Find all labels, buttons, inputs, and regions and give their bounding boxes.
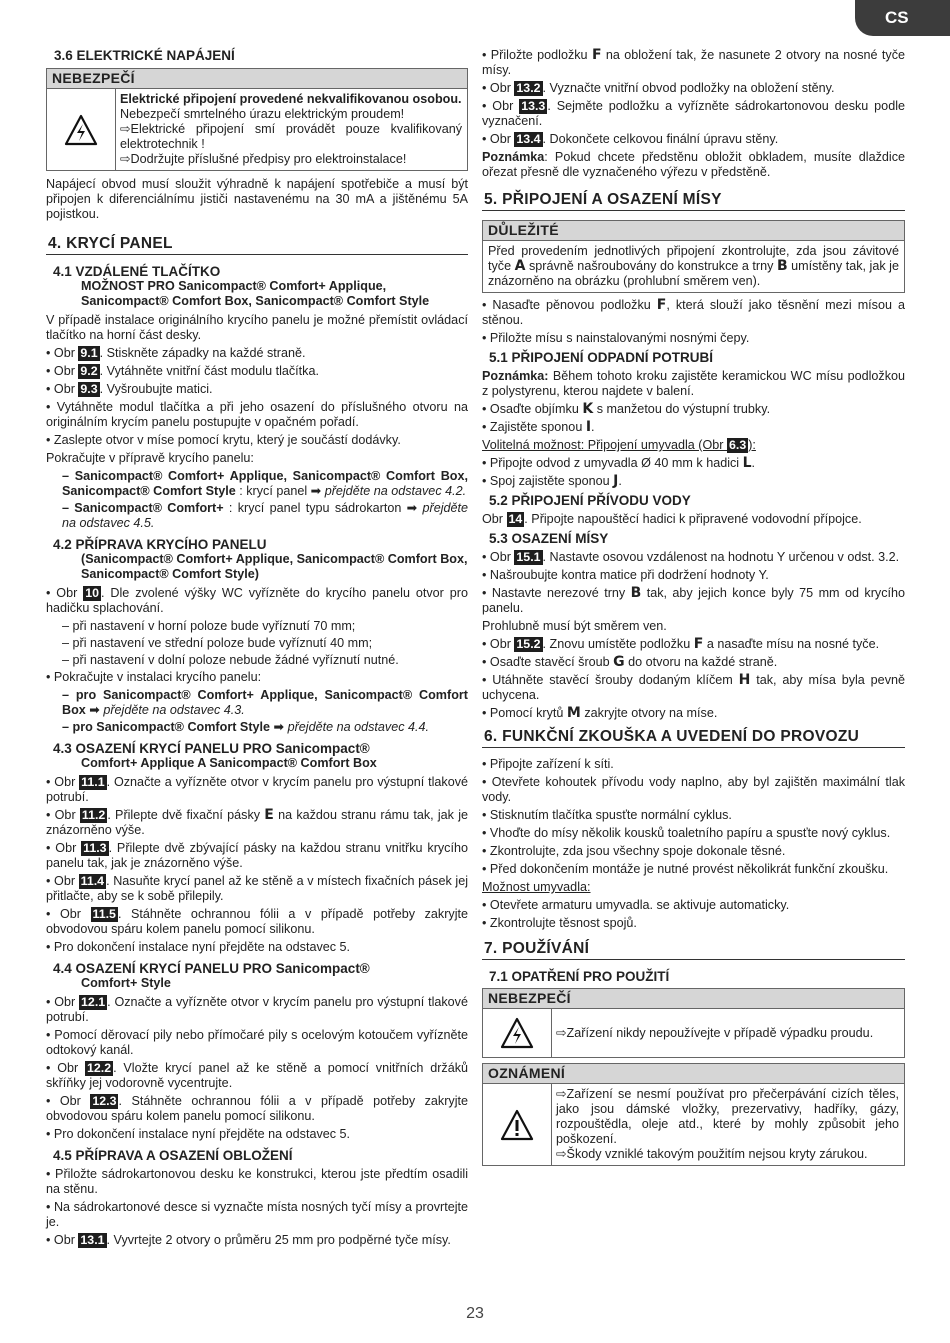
figure-badge: 6.3 <box>729 438 747 452</box>
list-item: • Pokračujte v instalaci krycího panelu: <box>46 670 262 684</box>
note-paragraph: Poznámka: Pokud chcete předstěnu obložit obkladem, musíte dlaždice ořezat přesně dle vyznačeného výřezu v předstěně. <box>482 150 905 179</box>
section-4-3-title-text: 4.3 OSAZENÍ KRYCÍ PANELU PRO Sanicompact® <box>53 741 370 756</box>
section-5-3-title: 5.3 OSAZENÍ MÍSY <box>489 531 609 546</box>
heading-5: 5. PŘIPOJENÍ A OSAZENÍ MÍSY <box>482 192 905 211</box>
figure-badge: 9.3 <box>80 382 98 396</box>
list-item: • Obr 12.1 . Označte a vyřízněte otvor v krycím panelu pro výstupní tlakové potrubí. <box>46 995 468 1024</box>
dash-item: – při nastavení v horní poloze bude vyříznutí 70 mm; <box>62 619 356 633</box>
paragraph: V případě instalace originálního krycího panelu je možné přemístit ovládací tlačítko na horní část desky. <box>46 313 468 342</box>
dash-item: – Sanicompact® Comfort+ Applique, Sanicompact® Comfort Box, Sanicompact® Comfort Style : krycí panel ➡ přejděte na odstavec 4.2. <box>62 469 468 498</box>
heading-4: 4. KRYCÍ PANEL <box>46 236 468 255</box>
section-5-2-title: 5.2 PŘIPOJENÍ PŘÍVODU VODY <box>489 493 691 508</box>
danger-box-body <box>46 89 468 171</box>
figure-badge: 9.2 <box>80 364 98 378</box>
notice-line-2: ⇨Škody vzniklé takovým použitím nejsou kryty zárukou. <box>556 1147 868 1161</box>
list-item: • Nastavte nerezové trny B tak, aby jejich konce byly 75 mm od krycího panelu. <box>482 585 905 615</box>
list-item: • Otevřete kohoutek přívodu vody naplno, aby byl zajištěn maximální tlak vody. <box>482 775 905 804</box>
list-item: • Obr 10 . Dle zvolené výšky WC vyřízněte do krycího panelu otvor pro hadičku splachování. <box>46 586 468 615</box>
figure-badge: 11.1 <box>81 775 105 789</box>
list-item: • Obr 9.2 . Vytáhněte vnitřní část modulu tlačítka. <box>46 364 319 378</box>
list-item: • Obr 15.1 . Nastavte osovou vzdálenost na hodnotu Y určenou v odst. 3.2. <box>482 550 900 564</box>
figure-badge: 13.1 <box>80 1233 105 1247</box>
notice-box <box>482 1063 905 1166</box>
section-4-3-title <box>53 741 468 771</box>
list-item: • Přiložte sádrokartonovou desku ke konstrukci, kterou jste předtím osadili na stěnu. <box>46 1167 468 1196</box>
important-box-header: DŮLEŽITÉ <box>482 220 905 241</box>
list-item: • Obr 12.3 . Stáhněte ochrannou fólii a v případě potřeby zakryjte obvodovou spáru kolem panelu pomocí silikonu. <box>46 1094 469 1123</box>
list-item: • Přiložte podložku F na obložení tak, že nasunete 2 otvory na nosné tyče mísy. <box>482 47 906 77</box>
dash-item: – při nastavení v dolní poloze nebude žádné vyříznutí nutné. <box>62 653 399 667</box>
list-item: • Obr 11.5 . Stáhněte ochrannou fólii a v případě potřeby zakryjte obvodovou spáru kolem panelu pomocí silikonu. <box>46 907 469 936</box>
list-item: • Pomocí děrovací pily nebo přímočaré pily s ocelovým kotoučem vyřízněte odtokový kanál. <box>46 1028 468 1057</box>
section-7-1-title: 7.1 OPATŘENÍ PRO POUŽITÍ <box>489 969 670 984</box>
list-item: • Našroubujte kontra matice při dodržení hodnoty Y. <box>482 568 769 582</box>
section-4-1-title-text: 4.1 VZDÁLENÉ TLAČÍTKO <box>53 264 221 279</box>
figure-badge: 12.3 <box>92 1094 117 1108</box>
list-item: • Nasaďte pěnovou podložku F, která slouží jako těsnění mezi mísou a stěnou. <box>482 297 905 327</box>
figure-badge: 11.3 <box>83 841 107 855</box>
danger-line-3: ⇨Dodržujte příslušné předpisy pro elektroinstalace! <box>120 152 407 166</box>
figure-badge: 12.1 <box>81 995 106 1009</box>
list-item: • Obr 11.3 . Přilepte dvě zbývající pásky na každou stranu vnitřku krycího panelu tak, jak je znázorněno výše. <box>46 841 468 870</box>
list-item: • Obr 11.4 . Nasuňte krycí panel až ke stěně a v místech fixačních pásek jej přitlačte, aby se k sobě přilepily. <box>46 874 468 903</box>
electric-hazard-icon <box>483 1009 552 1057</box>
figure-badge: 14 <box>508 512 523 526</box>
section-4-4-sub: Comfort+ Style <box>81 976 171 990</box>
section-4-2-title-text: 4.2 PŘÍPRAVA KRYCÍHO PANELU <box>53 537 267 552</box>
list-item: • Utáhněte stavěcí šrouby dodaným klíčem H tak, aby mísa byla pevně uchycena. <box>482 672 905 702</box>
figure-badge: 12.2 <box>86 1061 112 1075</box>
section-4-3-sub: Comfort+ Applique A Sanicompact® Comfort Box <box>81 756 377 770</box>
danger-2-line: ⇨Zařízení nikdy nepoužívejte v případě výpadku proudu. <box>556 1025 874 1040</box>
list-item: • Zkontrolujte, zda jsou všechny spoje dokonale těsné. <box>482 844 786 858</box>
figure-badge: 15.2 <box>516 637 541 651</box>
figure-badge: 13.4 <box>516 132 541 146</box>
list-item: • Vhoďte do mísy několik kousků toaletního papíru a spusťte nový cyklus. <box>482 826 891 840</box>
section-4-2-title <box>53 537 468 582</box>
list-item: • Před dokončením montáže je nutné provést několikrát funkční zkoušku. <box>482 862 889 876</box>
list-item: • Na sádrokartonové desce si vyznačte místa nosných tyčí mísy a provrtejte je. <box>46 1200 468 1229</box>
dash-item: – Sanicompact® Comfort+ : krycí panel typu sádrokarton ➡ přejděte na odstavec 4.5. <box>62 501 469 530</box>
danger-line-1: Nebezpečí smrtelného úrazu elektrickým proudem! <box>120 107 405 121</box>
notice-line-1: ⇨Zařízení se nesmí používat pro přečerpávání cizích těles, jako jsou dámské vložky, prezervativy, hadříky, gázy, rozpouštědla, oleje atd., které by mohly způsobit jeho poškození. <box>556 1087 899 1146</box>
section-3-6-text: Napájecí obvod musí sloužit výhradně k napájení spotřebiče a musí být připojen k diferenciálnímu jističi nastavenému na 30 mA a jištěnému 5A pojistkou. <box>46 177 468 221</box>
notice-box-body <box>482 1084 905 1166</box>
language-tab: CS <box>855 0 950 36</box>
paragraph: Obr 14 . Připojte napouštěcí hadici k připravené vodovodní přípojce. <box>482 512 862 526</box>
danger-box-2 <box>482 988 905 1058</box>
list-item: • Obr 11.2 . Přilepte dvě fixační pásky E na každou stranu rámu tak, jak je znázorněno výše. <box>46 807 468 837</box>
section-4-1-sub1: MOŽNOST PRO Sanicompact® Comfort+ Applique, <box>81 279 387 293</box>
list-item: • Zajistěte sponou I. <box>482 419 595 435</box>
figure-badge: 11.5 <box>92 907 116 921</box>
list-item: • Obr 12.2 . Vložte krycí panel až ke stěně a pomocí vnitřních držáků skříňky jej vodorovně vycentrujte. <box>46 1061 468 1090</box>
section-4-4-title-text: 4.4 OSAZENÍ KRYCÍ PANELU PRO Sanicompact® <box>53 961 370 976</box>
list-item: • Připojte zařízení k síti. <box>482 757 614 771</box>
figure-badge: 13.2 <box>516 81 541 95</box>
section-5-1-title: 5.1 PŘIPOJENÍ ODPADNÍ POTRUBÍ <box>489 350 714 365</box>
danger-box-2-body <box>482 1009 905 1058</box>
list-item: • Pro dokončení instalace nyní přejděte na odstavec 5. <box>46 1127 351 1141</box>
list-item: • Obr 9.1 . Stiskněte západky na každé straně. <box>46 346 306 360</box>
page-number: 23 <box>466 1305 484 1322</box>
section-4-4-title <box>53 961 468 991</box>
list-item: • Stisknutím tlačítka spusťte normální cyklus. <box>482 808 732 822</box>
note-paragraph: Poznámka: Během tohoto kroku zajistěte keramickou WC mísu podložkou z polystyrenu, kterou najdete v balení. <box>482 369 905 398</box>
optional-heading: Volitelná možnost: Připojení umyvadla (Obr 6.3 ): <box>482 438 756 452</box>
list-item: • Obr 9.3 . Vyšroubujte matici. <box>46 382 213 396</box>
heading-7: 7. POUŽÍVÁNÍ <box>482 941 905 960</box>
figure-badge: 15.1 <box>516 550 541 564</box>
section-4-1-sub2: Sanicompact® Comfort Box, Sanicompact® Comfort Style <box>81 294 430 308</box>
heading-6: 6. FUNKČNÍ ZKOUŠKA A UVEDENÍ DO PROVOZU <box>482 729 905 748</box>
danger-title: Elektrické připojení provedené nekvalifikovanou osobou. <box>120 92 462 106</box>
list-item: • Obr 13.1 . Vyvrtejte 2 otvory o průměru 25 mm pro podpěrné tyče mísy. <box>46 1233 451 1247</box>
warning-exclamation-icon <box>483 1084 552 1165</box>
section-4-1-title <box>53 264 468 309</box>
list-item: • Zaslepte otvor v míse pomocí krytu, který je součástí dodávky. <box>46 433 401 447</box>
list-item: • Obr 13.4 . Dokončete celkovou finální úpravu stěny. <box>482 132 779 146</box>
right-column <box>482 48 905 1166</box>
optional-heading: Možnost umyvadla: <box>482 880 591 894</box>
important-box-body: Před provedením jednotlivých připojení zkontrolujte, zda jsou závitové tyče A správně našroubovány do konstrukce a trny B umístěny tak, jak je znázorněno na obrázku (prohlubní směrem ven). <box>482 241 905 293</box>
list-item: • Osaďte stavěcí šroub G do otvoru na každé straně. <box>482 654 778 670</box>
left-column <box>46 48 468 1251</box>
list-item: • Obr 11.1 . Označte a vyřízněte otvor v krycím panelu pro výstupní tlakové potrubí. <box>46 775 468 804</box>
figure-badge: 10 <box>85 586 99 600</box>
list-item: • Obr 15.2 . Znovu umístěte podložku F a nasaďte mísu na nosné tyče. <box>482 636 880 652</box>
figure-badge: 9.1 <box>80 346 98 360</box>
danger-box-header: NEBEZPEČÍ <box>46 68 468 89</box>
danger-line-2: ⇨Elektrické připojení smí provádět pouze kvalifikovaný elektrotechnik ! <box>120 122 462 151</box>
dash-item: – pro Sanicompact® Comfort Style ➡ přejděte na odstavec 4.4. <box>62 720 430 734</box>
danger-box-2-header: NEBEZPEČÍ <box>482 988 905 1009</box>
section-3-6-title: 3.6 ELEKTRICKÉ NAPÁJENÍ <box>54 48 235 63</box>
important-box <box>482 220 905 293</box>
paragraph: Pokračujte v přípravě krycího panelu: <box>46 451 254 465</box>
list-item: • Vytáhněte modul tlačítka a při jeho osazení do příslušného otvoru na originálním krycím panelu postupujte v opačném pořadí. <box>46 400 468 429</box>
notice-box-header: OZNÁMENÍ <box>482 1063 905 1084</box>
list-item: • Přiložte mísu s nainstalovanými nosnými čepy. <box>482 331 750 345</box>
list-item: • Připojte odvod z umyvadla Ø 40 mm k hadici L. <box>482 455 756 471</box>
list-item: • Obr 13.3 . Sejměte podložku a vyřízněte sádrokartonovou desku podle vyznačení. <box>482 99 905 128</box>
list-item: • Zkontrolujte těsnost spojů. <box>482 916 637 930</box>
figure-badge: 11.4 <box>80 874 105 888</box>
list-item: • Osaďte objímku K s manžetou do výstupní trubky. <box>482 401 771 417</box>
dash-item: – pro Sanicompact® Comfort+ Applique, Sanicompact® Comfort Box ➡ přejděte na odstavec 4.3. <box>62 688 468 717</box>
figure-badge: 13.3 <box>521 99 546 113</box>
electric-hazard-icon <box>47 89 116 170</box>
dash-item: – při nastavení ve střední poloze bude vyříznutí 40 mm; <box>62 636 373 650</box>
section-4-2-sub: (Sanicompact® Comfort+ Applique, Sanicompact® Comfort Box, Sanicompact® Comfort Style) <box>81 552 468 581</box>
list-item: • Pro dokončení instalace nyní přejděte na odstavec 5. <box>46 940 351 954</box>
paragraph: Prohlubně musí být směrem ven. <box>482 619 667 633</box>
figure-badge: 11.2 <box>81 808 106 822</box>
danger-box <box>46 68 468 171</box>
list-item: • Pomocí krytů M zakryjte otvory na míse. <box>482 705 718 721</box>
section-4-5-title: 4.5 PŘÍPRAVA A OSAZENÍ OBLOŽENÍ <box>53 1148 293 1163</box>
list-item: • Spoj zajistěte sponou J. <box>482 473 622 489</box>
list-item: • Otevřete armaturu umyvadla. se aktivuje automaticky. <box>482 898 790 912</box>
list-item: • Obr 13.2 . Vyznačte vnitřní obvod podložky na obložení stěny. <box>482 81 835 95</box>
